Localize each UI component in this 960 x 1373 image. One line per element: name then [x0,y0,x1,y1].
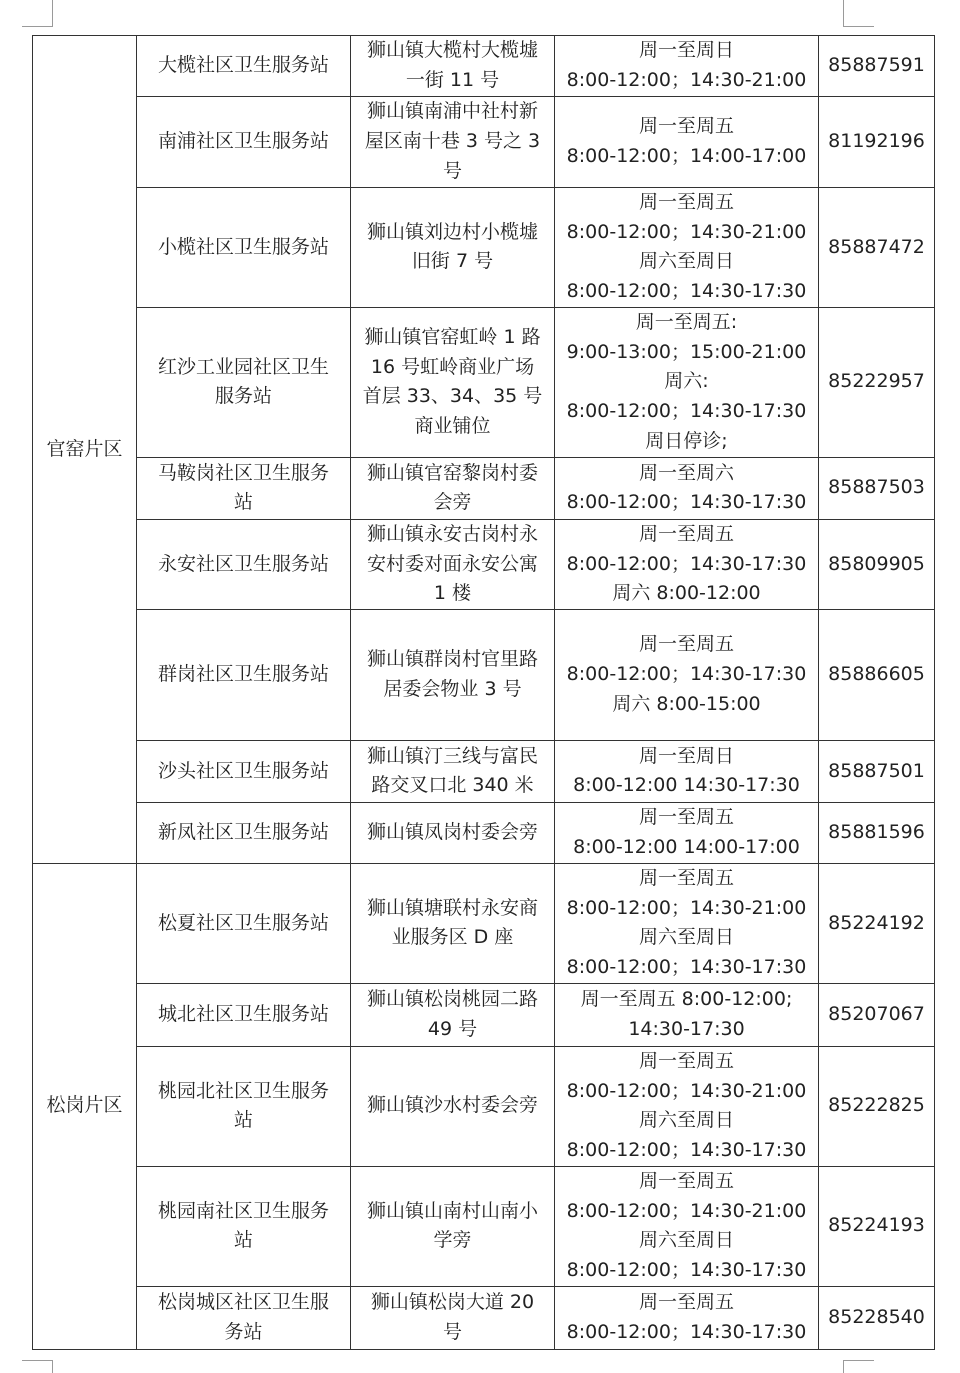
hours-line: 周六 8:00-12:00 [612,582,761,605]
address-line: 安村委对面永安公寓 [366,552,538,575]
address-line: 狮山镇群岗村官里路 [366,648,538,671]
station-name-cell [137,983,351,1046]
hours-line: 周一至周五 [638,522,734,545]
station-name-cell [137,307,351,457]
district-cell: 官窑片区 [33,36,137,864]
station-name-cell [137,97,351,188]
address-line: 学旁 [433,1229,472,1252]
station-name-line: 马鞍岗社区卫生服务 [157,461,329,484]
phone-cell: 85222957 [819,307,935,457]
station-name-line: 新凤社区卫生服务站 [157,821,329,844]
address-cell [351,609,555,740]
station-name-cell [137,740,351,802]
address-cell [351,188,555,308]
hours-line: 周一至周五 [638,1169,734,1192]
address-line: 一街 11 号 [405,69,500,91]
station-name-line: 站 [233,1229,253,1252]
hours-cell [555,97,819,188]
table-row [33,740,935,802]
station-name-cell [137,1166,351,1286]
hours-cell [555,457,819,519]
district-cell: 松岗片区 [33,863,137,1349]
hours-line: 9:00-13:00；15:00-21:00 [566,340,807,363]
table-row [33,1166,935,1286]
address-line: 狮山镇松岗大道 20 [370,1291,535,1314]
crop-mark-bottom-left-vertical [52,1360,53,1373]
hours-cell [555,983,819,1046]
station-name-line: 松岗城区社区卫生服 [157,1291,329,1314]
hours-cell [555,740,819,802]
hours-cell [555,1046,819,1166]
address-line: 首层 33、34、35 号 [362,385,543,408]
station-name-line: 服务站 [214,385,272,408]
station-name-line: 松夏社区卫生服务站 [157,911,329,934]
station-name-line: 小榄社区卫生服务站 [157,235,329,258]
phone-cell: 85887591 [819,36,935,97]
hours-line: 8:00-12:00；14:30-21:00 [566,220,807,243]
hours-cell [555,307,819,457]
hours-line: 周一至周五 [638,191,734,213]
phone-cell: 85207067 [819,983,935,1046]
address-line: 狮山镇塘联村永安商 [366,896,538,919]
hours-line: 8:00-12:00；14:30-17:30 [566,1139,807,1162]
hours-cell [555,609,819,740]
hours-line: 8:00-12:00；14:30-17:30 [566,1320,807,1343]
station-name-cell [137,1286,351,1349]
address-cell [351,983,555,1046]
hours-cell [555,802,819,863]
address-line: 狮山镇松岗桃园二路 [366,988,538,1011]
station-name-line: 桃园北社区卫生服务 [157,1079,329,1102]
station-name-cell [137,519,351,609]
table-row [33,457,935,519]
address-line: 狮山镇南浦中社村新 [366,100,538,123]
station-name-line: 务站 [224,1320,263,1343]
address-line: 商业铺位 [414,415,491,438]
crop-mark-top-left-horizontal [22,26,53,27]
station-name-line: 南浦社区卫生服务站 [157,130,329,153]
hours-line: 8:00-12:00；14:30-17:30 [566,280,807,303]
station-name-line: 大榄社区卫生服务站 [157,54,329,77]
hours-line: 8:00-12:00；14:30-17:30 [566,663,807,686]
hours-line: 14:30-17:30 [628,1017,745,1040]
phone-cell: 85887503 [819,457,935,519]
address-line: 狮山镇大榄村大榄墟 [366,39,538,62]
address-line: 号 [442,1320,462,1343]
address-line: 狮山镇山南村山南小 [366,1199,538,1222]
crop-mark-top-right-vertical [843,0,844,26]
address-line: 狮山镇永安古岗村永 [366,522,538,545]
address-line: 居委会物业 3 号 [383,677,522,700]
table-row [33,983,935,1046]
hours-line: 8:00-12:00；14:30-17:30 [566,491,807,514]
address-line: 1 楼 [433,582,472,605]
station-name-cell [137,609,351,740]
hours-line: 周六至周日 [638,926,734,949]
station-name-cell [137,802,351,863]
address-line: 会旁 [433,491,472,514]
hours-line: 周一至周五 [638,1049,734,1072]
station-name-line: 桃园南社区卫生服务 [157,1199,329,1222]
address-line: 狮山镇汀三线与富民 [366,744,538,767]
hours-line: 8:00-12:00 14:30-17:30 [573,774,800,797]
table-row [33,863,935,983]
phone-cell: 85809905 [819,519,935,609]
hours-line: 8:00-12:00；14:30-21:00 [566,896,807,919]
hours-cell [555,36,819,97]
table-row [33,36,935,97]
hours-line: 8:00-12:00；14:00-17:00 [566,145,807,167]
station-name-line: 站 [233,1109,253,1132]
phone-cell: 85228540 [819,1286,935,1349]
table-row [33,97,935,188]
address-line: 屋区南十巷 3 号之 3 [364,130,541,153]
address-line: 旧街 7 号 [411,250,494,273]
table-row [33,188,935,308]
table-row [33,307,935,457]
hours-line: 周一至周日 [638,744,734,767]
hours-cell [555,1286,819,1349]
hours-line: 周六至周日 [638,1109,734,1132]
address-cell [351,307,555,457]
address-line: 号 [442,159,462,182]
hours-cell [555,188,819,308]
hours-line: 8:00-12:00；14:30-17:30 [566,552,807,575]
hours-line: 8:00-12:00；14:30-17:30 [566,956,807,979]
hours-line: 周一至周五 [638,633,734,656]
hours-cell [555,863,819,983]
phone-cell: 85881596 [819,802,935,863]
hours-line: 周六至周日 [638,1229,734,1252]
hours-line: 周一至周五 [638,115,734,138]
phone-cell: 85886605 [819,609,935,740]
hours-line: 周六: [664,370,709,393]
hours-line: 周一至周五 [638,1291,734,1314]
crop-mark-bottom-left-horizontal [22,1360,53,1361]
hours-line: 8:00-12:00；14:30-21:00 [566,1199,807,1222]
crop-mark-bottom-right-vertical [843,1360,844,1373]
hours-cell [555,1166,819,1286]
hours-line: 8:00-12:00；14:30-17:30 [566,400,807,423]
address-cell [351,519,555,609]
hours-line: 8:00-12:00；14:30-21:00 [566,69,807,91]
station-name-line: 沙头社区卫生服务站 [157,759,329,782]
address-line: 路交叉口北 340 米 [371,774,534,797]
address-line: 狮山镇沙水村委会旁 [366,1094,538,1117]
station-name-cell [137,863,351,983]
station-name-line: 城北社区卫生服务站 [157,1003,329,1026]
phone-cell: 85887472 [819,188,935,308]
hours-line: 周六 8:00-15:00 [612,692,761,715]
address-cell [351,457,555,519]
address-cell [351,740,555,802]
table-row [33,1046,935,1166]
hours-line: 周一至周五 [638,806,734,829]
address-line: 狮山镇凤岗村委会旁 [366,821,538,844]
station-name-cell [137,36,351,97]
phone-cell: 85224193 [819,1166,935,1286]
hours-cell [555,519,819,609]
hours-line: 周一至周六 [638,461,734,484]
hours-line: 周一至周五 8:00-12:00; [580,988,793,1011]
station-name-line: 群岗社区卫生服务站 [157,663,329,686]
table-row [33,609,935,740]
phone-cell: 85887501 [819,740,935,802]
address-cell [351,1046,555,1166]
crop-mark-top-left-vertical [52,0,53,26]
hours-line: 8:00-12:00；14:30-17:30 [566,1258,807,1281]
health-station-table [32,35,935,1350]
address-line: 49 号 [427,1017,478,1040]
hours-line: 周一至周五: [635,311,738,334]
station-name-cell [137,457,351,519]
address-line: 16 号虹岭商业广场 [370,355,535,378]
address-line: 狮山镇刘边村小榄墟 [366,220,538,243]
address-line: 业服务区 D 座 [391,926,514,949]
station-name-cell [137,1046,351,1166]
address-cell [351,1286,555,1349]
phone-cell: 85222825 [819,1046,935,1166]
address-cell [351,863,555,983]
hours-line: 周日停诊; [645,429,728,452]
address-cell [351,1166,555,1286]
table-body [33,36,935,1350]
address-cell [351,36,555,97]
hours-line: 8:00-12:00 14:00-17:00 [573,835,800,858]
address-cell [351,97,555,188]
address-line: 狮山镇官窑黎岗村委 [366,461,538,484]
hours-line: 8:00-12:00；14:30-21:00 [566,1079,807,1102]
address-line: 狮山镇官窑虹岭 1 路 [364,325,541,348]
hours-line: 周一至周日 [638,39,734,62]
table-row [33,1286,935,1349]
station-name-cell [137,188,351,308]
table-row [33,802,935,863]
hours-line: 周一至周五 [638,867,734,890]
station-name-line: 永安社区卫生服务站 [157,552,329,575]
table-row [33,519,935,609]
crop-mark-top-right-horizontal [843,26,874,27]
address-cell [351,802,555,863]
crop-mark-bottom-right-horizontal [843,1360,874,1361]
station-name-line: 红沙工业园社区卫生 [157,355,329,378]
station-name-line: 站 [233,491,253,514]
hours-line: 周六至周日 [638,250,734,273]
phone-cell: 81192196 [819,97,935,188]
phone-cell: 85224192 [819,863,935,983]
